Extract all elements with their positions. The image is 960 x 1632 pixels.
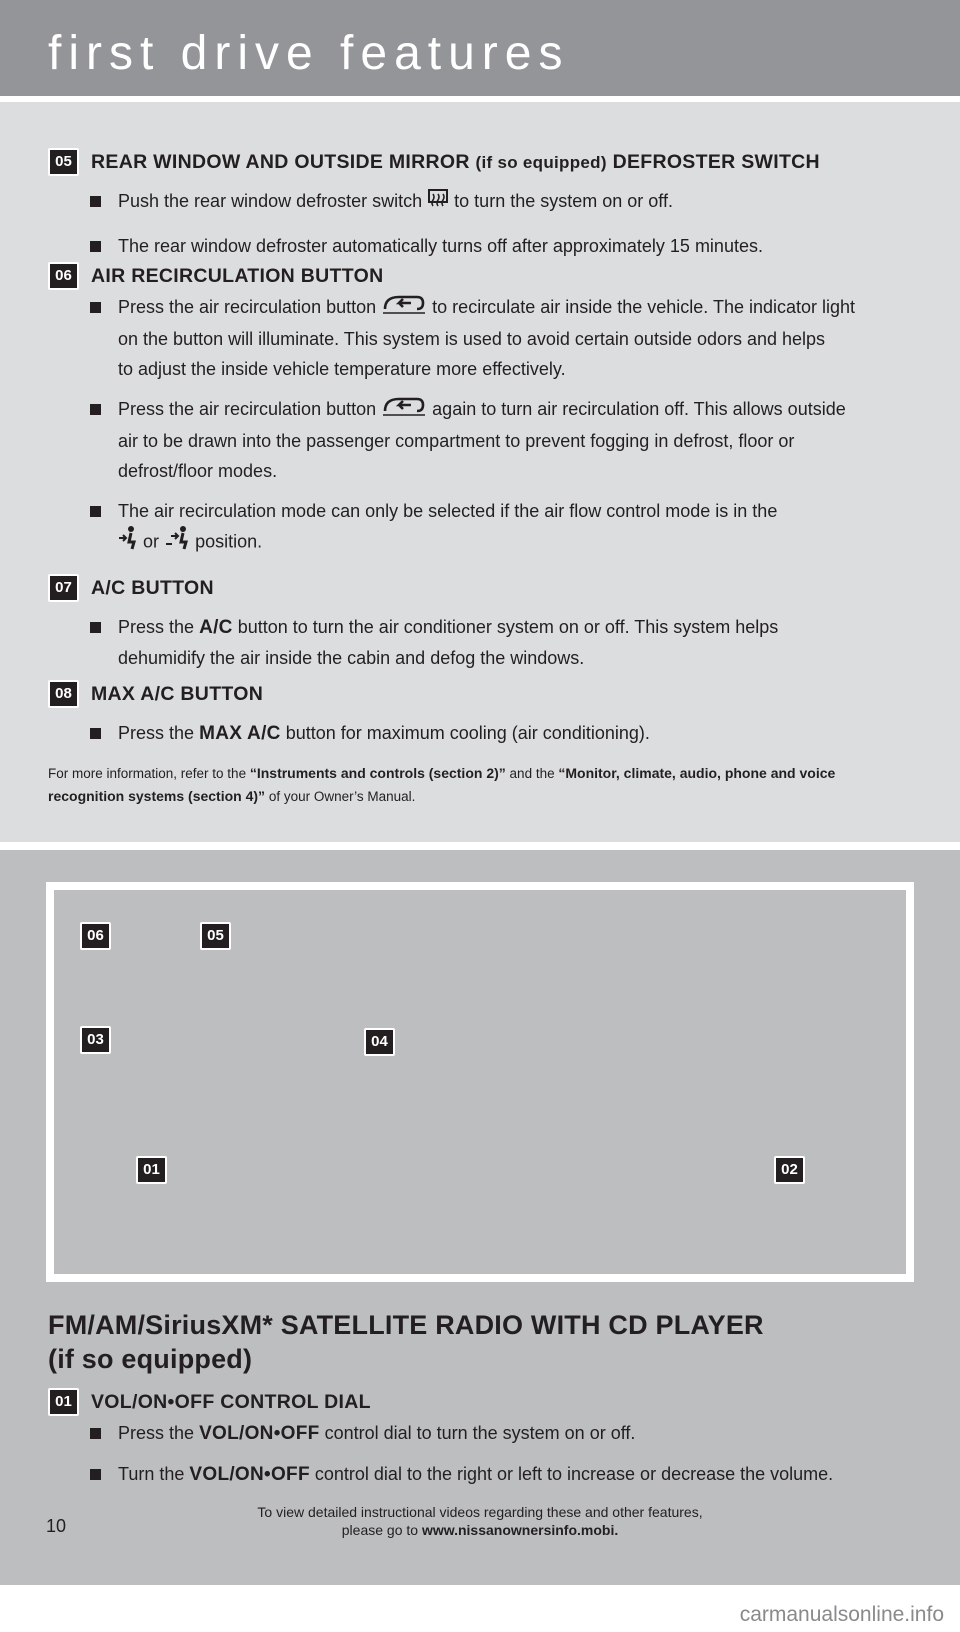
section-01 bbox=[48, 1388, 898, 1490]
section-08 bbox=[48, 680, 898, 749]
section-07 bbox=[48, 574, 898, 673]
bullet-item: The air recirculation mode can only be selected if the air flow control mode is in the or position. bbox=[48, 496, 898, 559]
section-06 bbox=[48, 262, 898, 559]
section-title: MAX A/C BUTTON bbox=[91, 682, 264, 705]
page-header bbox=[0, 0, 960, 96]
section-badge: 06 bbox=[48, 262, 79, 290]
bullet-item: Turn the VOL/ON•OFF control dial to the right or left to increase or decrease the volume. bbox=[48, 1459, 898, 1490]
callout-badge: 04 bbox=[364, 1028, 395, 1056]
bullet-item: Press the air recirculation button again to turn air recirculation off. This allows outside air to be drawn into the passenger compartment to prevent fogging in defrost, floor or defrost/floor modes. bbox=[48, 394, 898, 486]
section-title: VOL/ON•OFF CONTROL DIAL bbox=[91, 1390, 371, 1413]
bullet-item: Press the air recirculation button to recirculate air inside the vehicle. The indicator light on the button will illuminate. This system is used to avoid certain outside odors and helps to adjust the inside vehicle temperature more effectively. bbox=[48, 292, 898, 384]
section-badge: 01 bbox=[48, 1388, 79, 1416]
section-title: AIR RECIRCULATION BUTTON bbox=[91, 264, 384, 287]
callout-badge: 06 bbox=[80, 922, 111, 950]
page-title: first drive features bbox=[48, 27, 570, 80]
section-05 bbox=[48, 148, 898, 261]
bi-level-mode-icon bbox=[164, 526, 190, 559]
footer-link[interactable]: www.nissanownersinfo.mobi. bbox=[421, 1522, 619, 1538]
page-number: 10 bbox=[46, 1516, 67, 1536]
section-title: REAR WINDOW AND OUTSIDE MIRROR (if so equipped) DEFROSTER SWITCH bbox=[91, 150, 820, 173]
air-recirculation-icon bbox=[381, 293, 427, 324]
section-badge: 08 bbox=[48, 680, 79, 708]
bullet-item: Press the VOL/ON•OFF control dial to turn the system on or off. bbox=[48, 1418, 898, 1449]
reference-note: For more information, refer to the “Instruments and controls (section 2)” and the “Monitor, climate, audio, phone and voice recognition systems (section 4)” of your Owner’s Manual. bbox=[48, 765, 836, 804]
callout-badge: 03 bbox=[80, 1026, 111, 1054]
air-recirculation-icon bbox=[381, 395, 427, 426]
rear-defroster-icon bbox=[427, 187, 449, 217]
callout-badge: 05 bbox=[200, 922, 231, 950]
watermark: carmanualsonline.info bbox=[739, 1603, 944, 1626]
vent-mode-icon bbox=[118, 526, 138, 559]
section-badge: 05 bbox=[48, 148, 79, 176]
bullet-item: Press the MAX A/C button for maximum cooling (air conditioning). bbox=[48, 718, 898, 749]
section-badge: 07 bbox=[48, 574, 79, 602]
panel-divider bbox=[0, 842, 960, 850]
bullet-item: Push the rear window defroster switch to turn the system on or off. bbox=[48, 186, 898, 217]
bullet-item: Press the A/C button to turn the air conditioner system on or off. This system helps dehumidify the air inside the cabin and defog the windows. bbox=[48, 612, 898, 673]
callout-badge: 02 bbox=[774, 1156, 805, 1184]
footer-note: To view detailed instructional videos regarding these and other features, please go to www.nissanownersinfo.mobi. bbox=[257, 1504, 703, 1538]
section-title: A/C BUTTON bbox=[91, 576, 214, 599]
radio-photo-frame bbox=[46, 882, 914, 1282]
radio-section-title: FM/AM/SiriusXM* SATELLITE RADIO WITH CD PLAYER (if so equipped) bbox=[48, 1310, 764, 1374]
radio-photo bbox=[54, 890, 906, 1274]
bullet-item: The rear window defroster automatically turns off after approximately 15 minutes. bbox=[48, 231, 898, 261]
callout-badge: 01 bbox=[136, 1156, 167, 1184]
